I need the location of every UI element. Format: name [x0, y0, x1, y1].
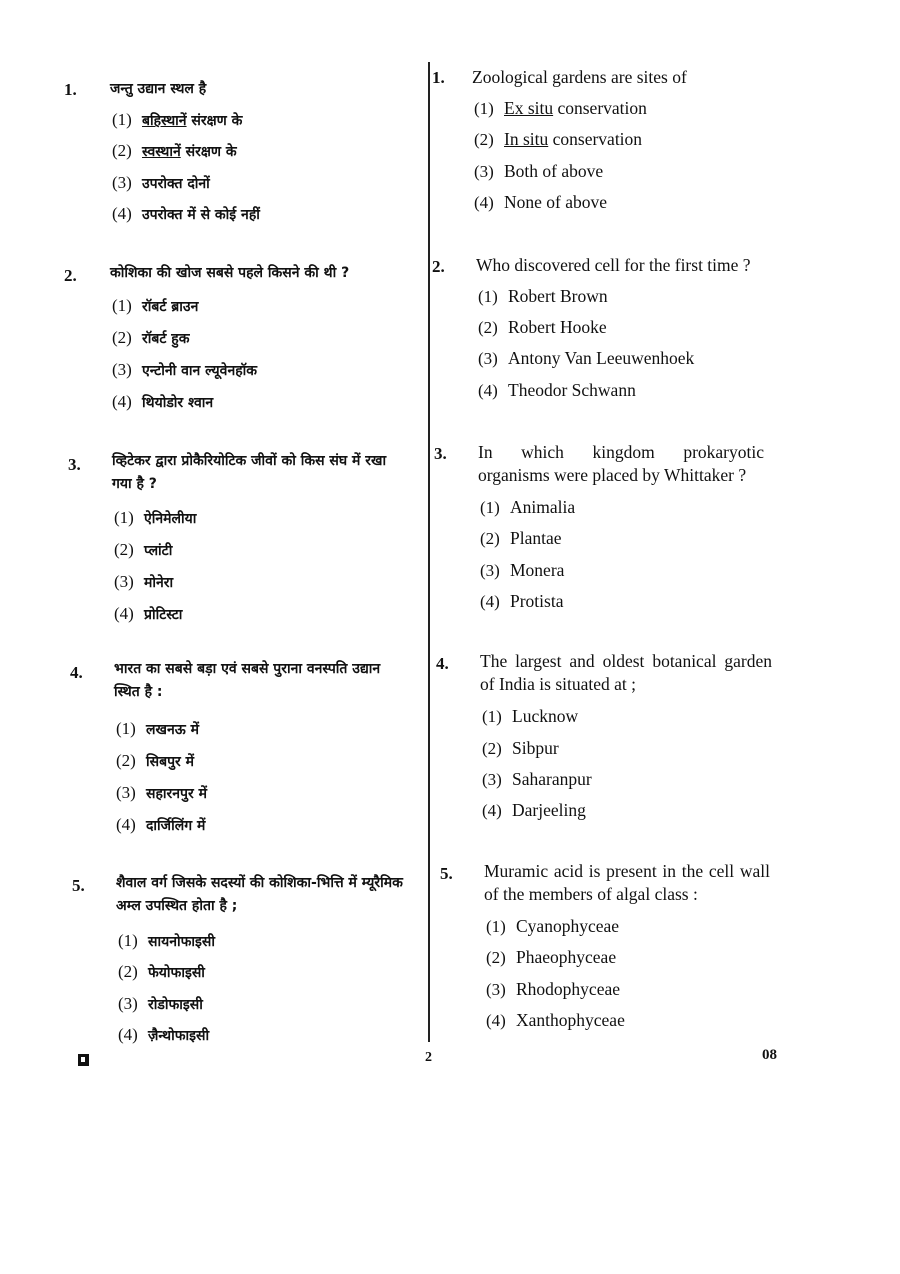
- option: (3) Saharanpur: [482, 769, 592, 789]
- question-text: In which kingdom prokaryotic organisms were placed by Whittaker ?: [478, 442, 764, 485]
- option: (4) Theodor Schwann: [478, 380, 636, 400]
- question-text: व्हिटेकर द्वारा प्रोकैरियोटिक जीवों को किस संघ में रखा गया है ?: [112, 453, 387, 492]
- option: (1) Animalia: [480, 497, 576, 517]
- question-number: 3.: [68, 455, 81, 474]
- option: (2) Sibpur: [482, 738, 559, 758]
- option: (1) रॉबर्ट ब्राउन: [112, 296, 199, 315]
- column-divider: [428, 62, 430, 1042]
- option: (4) Protista: [480, 591, 564, 611]
- hindi-column: [0, 0, 420, 1274]
- option: (1) लखनऊ में: [116, 719, 199, 738]
- option: (3) उपरोक्त दोनों: [112, 173, 210, 192]
- alignment-marker: [78, 1054, 89, 1066]
- option: (4) थियोडोर श्वान: [112, 392, 214, 411]
- option: (1) Robert Brown: [478, 286, 608, 306]
- option: (2) Robert Hooke: [478, 317, 607, 337]
- option: (2) सिबपुर में: [116, 751, 195, 770]
- question-number: 5.: [440, 864, 453, 883]
- option: (1) बहिस्थानें संरक्षण के: [112, 110, 243, 129]
- question-text: Who discovered cell for the first time ?: [476, 255, 751, 275]
- option: (3) Rhodophyceae: [486, 979, 620, 999]
- option: (2) फेयोफाइसी: [118, 962, 205, 981]
- option: (3) रोडोफाइसी: [118, 994, 203, 1013]
- question-text: शैवाल वर्ग जिसके सदस्यों की कोशिका-भित्ति में म्यूरैमिक अम्ल उपस्थित होता है ;: [116, 875, 403, 914]
- option: (1) ऐनिमेलीया: [114, 508, 197, 527]
- option: (2) स्वस्थानें संरक्षण के: [112, 141, 237, 160]
- question-number: 2.: [432, 257, 445, 276]
- option: (4) Darjeeling: [482, 800, 586, 820]
- option: (2) प्लांटी: [114, 540, 173, 559]
- option: (1) Lucknow: [482, 706, 579, 726]
- question-number: 4.: [70, 663, 83, 682]
- question-text: भारत का सबसे बड़ा एवं सबसे पुराना वनस्पति उद्यान स्थित है :: [114, 661, 381, 700]
- option: (2) Plantae: [480, 528, 562, 548]
- option: (1) Cyanophyceae: [486, 916, 620, 936]
- question-text: कोशिका की खोज सबसे पहले किसने की थी ?: [110, 265, 350, 281]
- question-text: Zoological gardens are sites of: [472, 67, 687, 87]
- question-number: 1.: [432, 68, 445, 87]
- option: (4) None of above: [474, 192, 608, 212]
- option: (3) एन्टोनी वान ल्यूवेनहॉक: [112, 360, 258, 379]
- booklet-code: 08: [762, 1047, 777, 1063]
- question-number: 4.: [436, 654, 449, 673]
- option: (4) ज़ैन्थोफाइसी: [118, 1025, 210, 1044]
- question-number: 5.: [72, 876, 85, 895]
- option: (1) Ex situ conservation: [474, 98, 647, 118]
- page-number: 2: [425, 1050, 432, 1065]
- option: (1) सायनोफाइसी: [118, 931, 215, 950]
- option: (4) Xanthophyceae: [486, 1010, 625, 1030]
- question-text: The largest and oldest botanical garden of India is situated at ;: [480, 651, 772, 694]
- option: (2) रॉबर्ट हुक: [112, 328, 190, 347]
- option: (2) Phaeophyceae: [486, 947, 617, 967]
- option: (3) Antony Van Leeuwenhoek: [478, 348, 695, 368]
- option: (4) उपरोक्त में से कोई नहीं: [112, 204, 260, 223]
- question-text: जन्तु उद्यान स्थल है: [110, 81, 207, 97]
- english-column: [432, 0, 900, 1274]
- option: (3) मोनेरा: [114, 572, 174, 591]
- option: (3) Both of above: [474, 161, 604, 181]
- option: (3) Monera: [480, 560, 565, 580]
- question-number: 3.: [434, 444, 447, 463]
- question-text: Muramic acid is present in the cell wall of the members of algal class :: [484, 861, 770, 904]
- option: (2) In situ conservation: [474, 129, 643, 149]
- question-number: 2.: [64, 266, 77, 285]
- option: (4) प्रोटिस्टा: [114, 604, 183, 623]
- option: (4) दार्जिलिंग में: [116, 815, 206, 834]
- option: (3) सहारनपुर में: [116, 783, 207, 802]
- question-number: 1.: [64, 80, 77, 99]
